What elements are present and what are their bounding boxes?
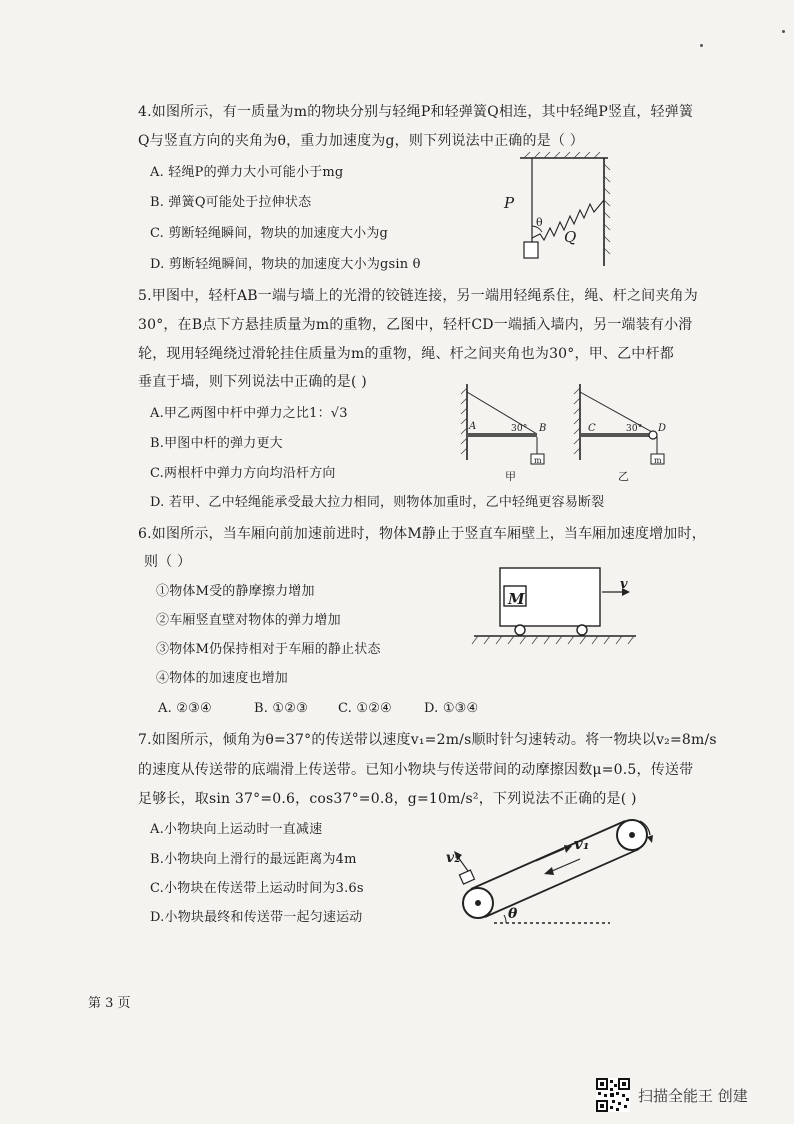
q6-label-m: M [508,590,525,608]
q7-label-v1: v₁ [574,835,590,853]
q7-option-d: D.小物块最终和传送带一起匀速运动 [150,910,363,925]
scanner-watermark [596,1078,748,1112]
q4-label-q: Q [564,228,577,246]
q6-choice-a: A. ②③④ [158,701,212,716]
scan-speck [782,30,785,33]
q4-label-theta: θ [536,216,543,229]
q5-label-yi: 乙 [618,470,630,483]
q5-option-b: B.甲图中杆的弹力更大 [150,436,283,451]
q5-figure-jia [455,380,555,490]
q4-figure [500,150,620,270]
qr-code-icon [596,1078,630,1112]
q6-label-v: v [620,577,628,592]
q5-option-a: A.甲乙两图中杆中弹力之比1：√3 [150,406,348,421]
q7-stem-line2: 的速度从传送带的底端滑上传送带。已知小物块与传送带间的动摩擦因数μ=0.5，传送带 [138,762,694,778]
q4-stem-line2: Q与竖直方向的夹角为θ，重力加速度为g，则下列说法中正确的是（ ） [138,133,584,149]
q7-figure [440,805,670,930]
q6-stem-line1: 6.如图所示，当车厢向前加速前进时，物体M静止于竖直车厢壁上，当车厢加速度增加时， [138,526,706,542]
q6-item-2: ②车厢竖直壁对物体的弹力增加 [156,613,341,628]
q5-label-c: C [588,423,596,434]
q7-stem-line3: 足够长，取sin 37°=0.6，cos37°=0.8，g=10m/s²，下列说法不正确的是( ) [138,791,637,807]
q7-label-theta: θ [508,906,518,922]
q5-label-d: D [658,423,667,434]
q6-choice-c: C. ①②④ [338,701,392,716]
q4-option-b: B. 弹簧Q可能处于拉伸状态 [150,195,312,210]
q5-option-d: D. 若甲、乙中轻绳能承受最大拉力相同，则物体加重时，乙中轻绳更容易断裂 [150,495,605,510]
q5-label-m-yi: m [654,456,662,465]
q5-label-a: A [469,421,477,432]
q5-label-angle-yi: 30° [626,424,643,434]
q5-label-b: B [539,423,547,434]
q5-figure-yi [568,380,678,490]
q7-option-c: C.小物块在传送带上运动时间为3.6s [150,881,364,896]
q6-figure [470,562,640,652]
q6-stem-line2: 则（ ） [144,554,192,570]
scan-speck [700,44,703,47]
q5-label-jia: 甲 [505,470,517,483]
q4-option-c: C. 剪断轻绳瞬间，物块的加速度大小为g [150,226,389,241]
watermark-text: 扫描全能王 创建 [638,1086,748,1105]
q7-label-v2: v₂ [446,850,461,866]
q7-stem-line1: 7.如图所示，倾角为θ=37°的传送带以速度v₁=2m/s顺时针匀速转动。将一物块以v₂=8m/s [138,732,717,748]
q7-option-b: B.小物块向上滑行的最远距离为4m [150,852,357,867]
q7-option-a: A.小物块向上运动时一直减速 [150,822,323,837]
q6-item-4: ④物体的加速度也增加 [156,671,289,686]
q5-stem-line2: 30°，在B点下方悬挂质量为m的重物，乙图中，轻杆CD一端插入墙内，另一端装有小滑 [138,317,693,333]
q6-choice-d: D. ①③④ [424,701,479,716]
q5-stem-line1: 5.甲图中，轻杆AB一端与墙上的光滑的铰链连接，另一端用轻绳系住，绳、杆之间夹角为 [138,288,698,304]
q4-stem-line1: 4.如图所示，有一质量为m的物块分别与轻绳P和轻弹簧Q相连，其中轻绳P竖直，轻弹簧 [138,104,694,120]
q4-option-a: A. 轻绳P的弹力大小可能小于mg [150,165,344,180]
q6-choice-b: B. ①②③ [254,701,308,716]
q5-option-c: C.两根杆中弹力方向均沿杆方向 [150,466,336,481]
q5-stem-line3: 轮，现用轻绳绕过滑轮挂住质量为m的重物，绳、杆之间夹角也为30°，甲、乙中杆都 [138,346,674,362]
page-number: 第 3 页 [88,996,131,1011]
q4-option-d: D. 剪断轻绳瞬间，物块的加速度大小为gsin θ [150,257,421,272]
q5-stem-line4: 垂直于墙，则下列说法中正确的是( ) [138,374,367,390]
q6-item-3: ③物体M仍保持相对于车厢的静止状态 [156,642,381,657]
q5-label-angle-jia: 30° [511,424,528,434]
q4-label-p: P [504,194,515,212]
q6-item-1: ①物体M受的静摩擦力增加 [156,584,315,599]
q5-label-m-jia: m [534,456,542,465]
